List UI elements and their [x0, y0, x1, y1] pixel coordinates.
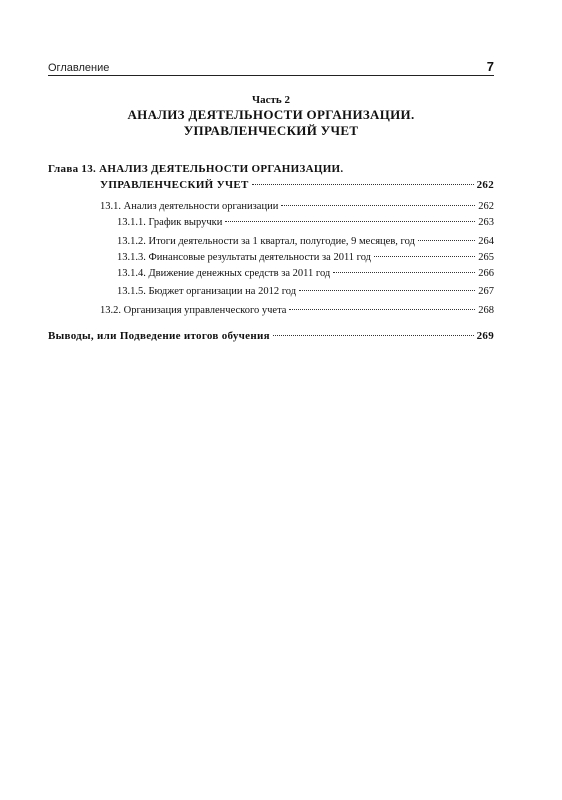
toc-entry-page: 268 [478, 305, 494, 316]
conclusion-page: 269 [476, 330, 494, 342]
toc-entry-title: 13.1.5. Бюджет организации на 2012 год [117, 286, 297, 297]
header-rule [48, 75, 494, 76]
toc-entry-13-1-3[interactable] [117, 251, 494, 264]
leader-dots [252, 184, 474, 185]
toc-entry-13-1-4[interactable] [117, 267, 494, 280]
header-section-label: Оглавление [48, 62, 110, 74]
toc-entry-13-1[interactable] [100, 200, 494, 213]
part-title [48, 107, 494, 139]
conclusion-title: Выводы, или Подведение итогов обучения [48, 330, 270, 342]
page-number: 7 [486, 59, 494, 74]
leader-dots [273, 335, 474, 336]
toc-entry-13-1-5[interactable] [117, 285, 494, 298]
toc-entry-page: 265 [478, 252, 494, 263]
toc-entry-title: 13.1. Анализ деятельности организации [100, 201, 279, 212]
toc-entry-title: 13.1.2. Итоги деятельности за 1 квартал, полугодие, 9 месяцев, год [117, 236, 415, 247]
toc-entry-title: 13.1.1. График выручки [117, 217, 223, 228]
running-header [48, 58, 494, 74]
chapter-page: 262 [476, 179, 494, 191]
leader-dots [418, 240, 475, 241]
leader-dots [225, 221, 475, 222]
toc-entry-chapter-13[interactable] [100, 179, 494, 192]
leader-dots [299, 290, 475, 291]
leader-dots [289, 309, 475, 310]
toc-entry-13-1-1[interactable] [117, 216, 494, 229]
part-title-line1: АНАЛИЗ ДЕЯТЕЛЬНОСТИ ОРГАНИЗАЦИИ. [127, 107, 415, 122]
part-title-line2: УПРАВЛЕНЧЕСКИЙ УЧЕТ [183, 123, 359, 138]
toc-entry-13-2[interactable] [100, 304, 494, 317]
toc-entry-title: 13.1.4. Движение денежных средств за 2011 год [117, 268, 331, 279]
toc-entry-title: 13.2. Организация управленческого учета [100, 305, 287, 316]
toc-entry-page: 264 [478, 236, 494, 247]
part-label: Часть 2 [252, 94, 290, 106]
toc-entry-conclusion[interactable] [48, 330, 494, 343]
leader-dots [281, 205, 475, 206]
toc-entry-page: 267 [478, 286, 494, 297]
leader-dots [333, 272, 475, 273]
toc-entry-page: 266 [478, 268, 494, 279]
toc-entry-13-1-2[interactable] [117, 235, 494, 248]
chapter-title-line2: УПРАВЛЕНЧЕСКИЙ УЧЕТ [100, 179, 249, 191]
leader-dots [374, 256, 475, 257]
toc-entry-page: 262 [478, 201, 494, 212]
toc-entry-title: 13.1.3. Финансовые результаты деятельности за 2011 год [117, 252, 372, 263]
toc-entry-page: 263 [478, 217, 494, 228]
chapter-title-line1: Глава 13. АНАЛИЗ ДЕЯТЕЛЬНОСТИ ОРГАНИЗАЦИИ. [48, 163, 344, 175]
